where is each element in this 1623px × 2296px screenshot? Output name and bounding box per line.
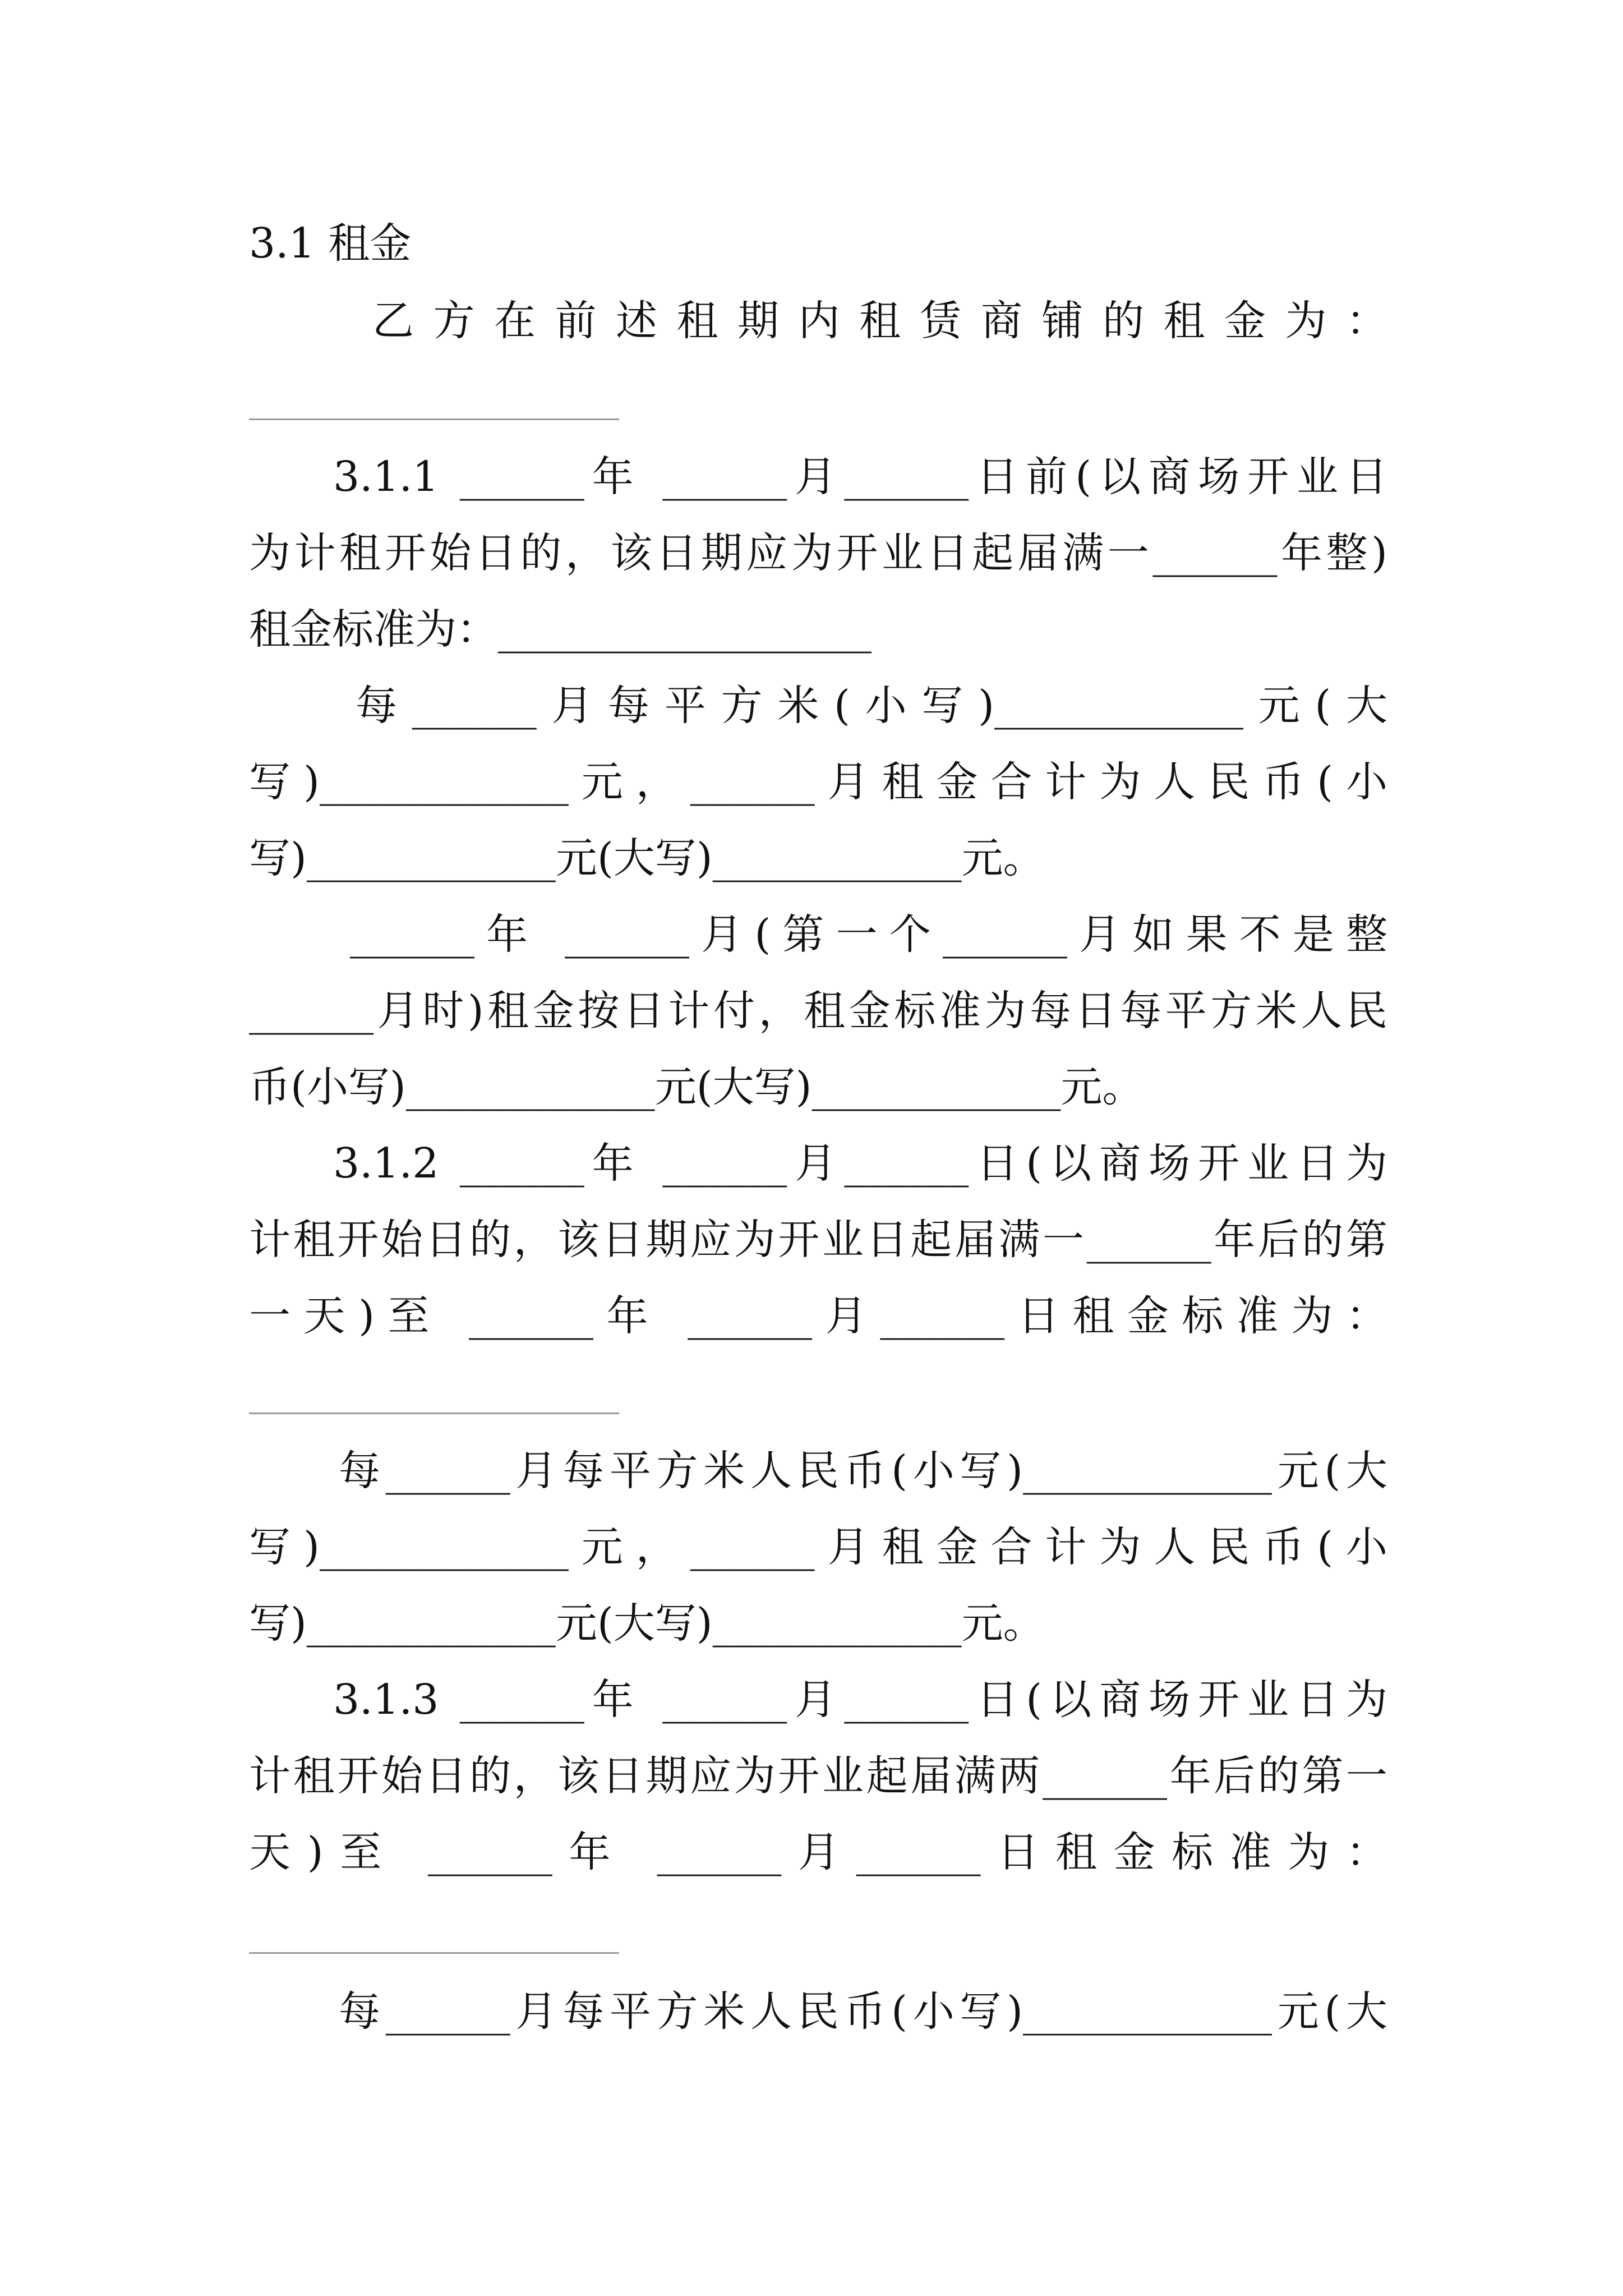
paragraph-line: 币(小写)____________元(大写)____________元。 bbox=[249, 1063, 1144, 1111]
paragraph-line: 计租开始日的，该日期应为开业日起届满一______年后的第 bbox=[249, 1216, 1387, 1264]
blank-underline bbox=[249, 1952, 619, 1954]
paragraph-line: 一天)至 ______年 ______月______日租金标准为： bbox=[249, 1292, 1387, 1340]
paragraph-line: 每______月每平方米人民币(小写)____________元(大 bbox=[339, 1987, 1387, 2036]
blank-underline bbox=[249, 418, 619, 420]
paragraph-line: 写)____________元，______月租金合计为人民币(小 bbox=[249, 1523, 1387, 1571]
paragraph-line: 3.1.3 ______年 ______月______日(以商场开业日为 bbox=[333, 1676, 1387, 1724]
paragraph-line: 计租开始日的，该日期应为开业起届满两______年后的第一 bbox=[249, 1752, 1387, 1800]
blank-underline bbox=[249, 1412, 619, 1414]
paragraph-line: 写)____________元，______月租金合计为人民币(小 bbox=[249, 758, 1387, 806]
paragraph-line: 为计租开始日的，该日期应为开业日起届满一______年整) bbox=[249, 529, 1387, 577]
paragraph-line: ______月时)租金按日计付，租金标准为每日每平方米人民 bbox=[249, 987, 1387, 1035]
paragraph-line: 3.1.2 ______年 ______月______日(以商场开业日为 bbox=[333, 1139, 1387, 1188]
paragraph-line: 天)至 ______年 ______月______日租金标准为： bbox=[249, 1828, 1387, 1876]
paragraph-line: 租金标准为：__________________ bbox=[249, 605, 872, 654]
paragraph-line: 乙方在前述租期内租赁商铺的租金为： bbox=[372, 297, 1387, 345]
paragraph-line: 写)____________元(大写)____________元。 bbox=[249, 834, 1045, 882]
section-heading: 3.1 租金 bbox=[249, 219, 412, 268]
paragraph-line: 每______月每平方米人民币(小写)____________元(大 bbox=[339, 1447, 1387, 1495]
paragraph-line: 每______月每平方米(小写)____________元(大 bbox=[356, 682, 1387, 730]
paragraph-line: ______年 ______月(第一个______月如果不是整 bbox=[350, 910, 1387, 959]
paragraph-line: 3.1.1 ______年 ______月______日前(以商场开业日 bbox=[333, 453, 1387, 501]
paragraph-line: 写)____________元(大写)____________元。 bbox=[249, 1599, 1045, 1648]
